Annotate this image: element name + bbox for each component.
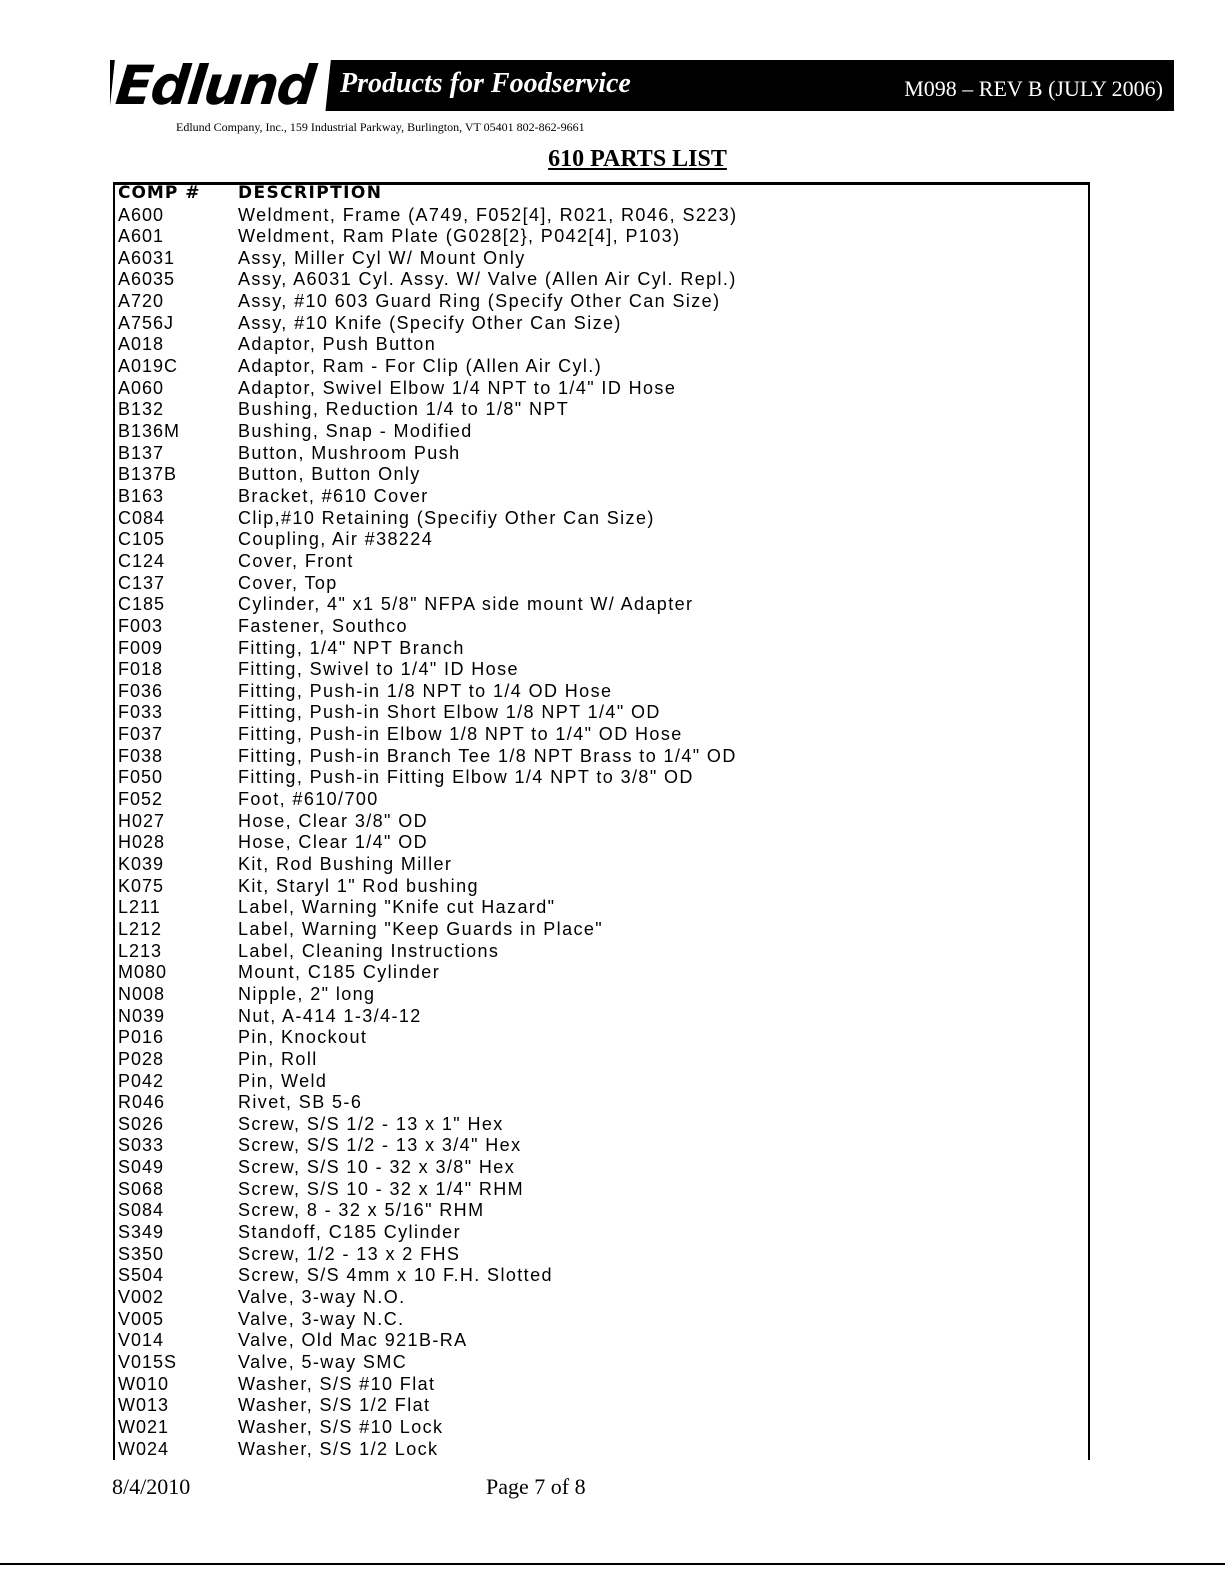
description-cell: Fitting, Swivel to 1/4" ID Hose	[238, 659, 519, 680]
description-cell: Cover, Top	[238, 572, 338, 593]
comp-number-cell: C084	[118, 507, 166, 528]
table-row	[118, 659, 1078, 681]
description-cell: Washer, S/S #10 Lock	[238, 1416, 444, 1437]
table-row	[118, 226, 1078, 248]
comp-number-cell: L211	[118, 897, 161, 918]
description-cell: Assy, #10 Knife (Specify Other Can Size)	[238, 312, 622, 333]
table-row	[118, 291, 1078, 313]
table-row	[118, 399, 1078, 421]
description-cell: Fitting, Push-in Branch Tee 1/8 NPT Brass to 1/4" OD	[238, 745, 737, 766]
description-cell: Hose, Clear 1/4" OD	[238, 832, 429, 853]
table-row	[118, 984, 1078, 1006]
table-row	[118, 443, 1078, 465]
table-row	[118, 421, 1078, 443]
comp-number-cell: V002	[118, 1287, 165, 1307]
description-cell: Screw, S/S 1/2 - 13 x 1" Hex	[238, 1113, 504, 1134]
comp-number-cell: C137	[118, 572, 166, 593]
table-row	[118, 897, 1078, 919]
table-row	[118, 1179, 1078, 1201]
comp-number-cell: F038	[118, 745, 164, 766]
comp-number-cell: N039	[118, 1005, 166, 1026]
table-row	[118, 1114, 1078, 1136]
description-cell: Mount, C185 Cylinder	[238, 962, 441, 983]
header-comp-number: COMP #	[118, 183, 201, 203]
description-cell: Assy, Miller Cyl W/ Mount Only	[238, 247, 526, 268]
description-cell: Screw, S/S 10 - 32 x 3/8" Hex	[238, 1157, 516, 1178]
comp-number-cell: F009	[118, 637, 164, 658]
comp-number-cell: F033	[118, 702, 164, 723]
description-cell: Button, Mushroom Push	[238, 442, 461, 463]
table-row	[118, 638, 1078, 660]
comp-number-cell: W013	[118, 1395, 170, 1416]
comp-number-cell: S349	[118, 1222, 165, 1243]
table-row	[118, 811, 1078, 833]
description-cell: Weldment, Ram Plate (G028[2}, P042[4], P103)	[238, 226, 681, 247]
comp-number-cell: A600	[118, 204, 165, 225]
description-cell: Adaptor, Swivel Elbow 1/4 NPT to 1/4" ID Hose	[238, 377, 677, 398]
description-cell: Standoff, C185 Cylinder	[238, 1222, 461, 1243]
comp-number-cell: V015S	[118, 1351, 178, 1372]
table-row	[118, 919, 1078, 941]
table-row	[118, 1157, 1078, 1179]
table-row	[118, 1309, 1078, 1331]
table-row	[118, 1287, 1078, 1309]
description-cell: Fitting, Push-in Short Elbow 1/8 NPT 1/4" OD	[238, 702, 661, 723]
table-row	[118, 616, 1078, 638]
comp-number-cell: F050	[118, 767, 164, 788]
table-row	[118, 508, 1078, 530]
table-row	[118, 205, 1078, 227]
table-row	[118, 551, 1078, 573]
description-cell: Screw, 8 - 32 x 5/16" RHM	[238, 1200, 485, 1221]
description-cell: Screw, 1/2 - 13 x 2 FHS	[238, 1243, 461, 1264]
comp-number-cell: A018	[118, 334, 165, 355]
comp-number-cell: A019C	[118, 356, 179, 377]
table-row	[118, 1374, 1078, 1396]
description-cell: Screw, S/S 4mm x 10 F.H. Slotted	[238, 1265, 553, 1286]
description-cell: Valve, 3-way N.O.	[238, 1287, 406, 1307]
comp-number-cell: F037	[118, 724, 164, 745]
header-description: DESCRIPTION	[238, 183, 383, 203]
comp-number-cell: L213	[118, 940, 163, 961]
table-row	[118, 941, 1078, 963]
comp-number-cell: F036	[118, 680, 164, 701]
table-row	[118, 1439, 1078, 1461]
table-row	[118, 1071, 1078, 1093]
comp-number-cell: S068	[118, 1178, 165, 1199]
comp-number-cell: S350	[118, 1243, 165, 1264]
comp-number-cell: W021	[118, 1416, 170, 1437]
comp-number-cell: F003	[118, 615, 164, 636]
table-row	[118, 1395, 1078, 1417]
table-row	[118, 464, 1078, 486]
description-cell: Kit, Staryl 1" Rod bushing	[238, 875, 479, 896]
description-cell: Pin, Roll	[238, 1048, 318, 1069]
comp-number-cell: F052	[118, 789, 164, 810]
comp-number-cell: S026	[118, 1113, 165, 1134]
table-row	[118, 1092, 1078, 1114]
table-row	[118, 1222, 1078, 1244]
page-title: 610 PARTS LIST	[548, 146, 727, 172]
description-cell: Valve, 3-way N.C.	[238, 1308, 405, 1329]
table-row	[118, 746, 1078, 768]
comp-number-cell: A6031	[118, 247, 176, 268]
description-cell: Pin, Weld	[238, 1070, 328, 1091]
comp-number-cell: A756J	[118, 312, 175, 333]
description-cell: Washer, S/S 1/2 Lock	[238, 1438, 439, 1459]
table-header-row	[118, 183, 1078, 205]
comp-number-cell: B137	[118, 442, 165, 463]
description-cell: Assy, A6031 Cyl. Assy. W/ Valve (Allen Air Cyl. Repl.)	[238, 269, 737, 290]
comp-number-cell: A060	[118, 377, 165, 398]
description-cell: Valve, Old Mac 921B-RA	[238, 1330, 468, 1351]
description-cell: Screw, S/S 1/2 - 13 x 3/4" Hex	[238, 1135, 522, 1156]
description-cell: Weldment, Frame (A749, F052[4], R021, R046, S223)	[238, 204, 738, 225]
table-row	[118, 962, 1078, 984]
comp-number-cell: C105	[118, 529, 166, 550]
table-row	[118, 1244, 1078, 1266]
description-cell: Assy, #10 603 Guard Ring (Specify Other Can Size)	[238, 291, 721, 312]
edlund-logo: Edlund	[108, 52, 331, 122]
description-cell: Rivet, SB 5-6	[238, 1092, 363, 1113]
comp-number-cell: W024	[118, 1438, 170, 1459]
description-cell: Nipple, 2" long	[238, 983, 376, 1004]
description-cell: Clip,#10 Retaining (Specifiy Other Can Size)	[238, 507, 655, 528]
table-row	[118, 1265, 1078, 1287]
comp-number-cell: S049	[118, 1157, 165, 1178]
comp-number-cell: B163	[118, 485, 165, 506]
comp-number-cell: C124	[118, 550, 166, 571]
table-row	[118, 378, 1078, 400]
table-row	[118, 356, 1078, 378]
comp-number-cell: B132	[118, 399, 165, 420]
table-row	[118, 529, 1078, 551]
comp-number-cell: M080	[118, 962, 168, 983]
description-cell: Kit, Rod Bushing Miller	[238, 854, 453, 874]
comp-number-cell: N008	[118, 983, 166, 1004]
comp-number-cell: C185	[118, 594, 166, 615]
comp-number-cell: V005	[118, 1308, 165, 1329]
table-row	[118, 1135, 1078, 1157]
description-cell: Fitting, Push-in Fitting Elbow 1/4 NPT to 3/8" OD	[238, 767, 694, 788]
description-cell: Washer, S/S 1/2 Flat	[238, 1395, 431, 1416]
comp-number-cell: B137B	[118, 464, 178, 485]
table-row	[118, 789, 1078, 811]
comp-number-cell: A601	[118, 226, 165, 247]
comp-number-cell: P028	[118, 1048, 165, 1069]
description-cell: Cylinder, 4" x1 5/8" NFPA side mount W/ Adapter	[238, 594, 694, 615]
description-cell: Washer, S/S #10 Flat	[238, 1373, 436, 1394]
company-address: Edlund Company, Inc., 159 Industrial Parkway, Burlington, VT 05401 802-862-9661	[176, 120, 585, 134]
comp-number-cell: B136M	[118, 421, 181, 441]
table-row	[118, 313, 1078, 335]
document-reference: M098 – REV B (JULY 2006)	[904, 76, 1163, 101]
comp-number-cell: A720	[118, 291, 165, 312]
comp-number-cell: K075	[118, 875, 165, 896]
description-cell: Coupling, Air #38224	[238, 529, 434, 550]
table-row	[118, 767, 1078, 789]
table-row	[118, 334, 1078, 356]
description-cell: Foot, #610/700	[238, 789, 379, 810]
description-cell: Bracket, #610 Cover	[238, 485, 429, 506]
page-bottom-rule	[0, 1563, 1225, 1565]
comp-number-cell: K039	[118, 854, 165, 874]
comp-number-cell: R046	[118, 1092, 166, 1113]
comp-number-cell: S084	[118, 1200, 165, 1221]
comp-number-cell: V014	[118, 1330, 165, 1351]
table-row	[118, 832, 1078, 854]
table-row	[118, 1200, 1078, 1222]
description-cell: Screw, S/S 10 - 32 x 1/4" RHM	[238, 1178, 525, 1199]
description-cell: Label, Warning "Knife cut Hazard"	[238, 897, 556, 918]
table-row	[118, 724, 1078, 746]
footer-page-number: Page 7 of 8	[486, 1474, 586, 1499]
description-cell: Label, Warning "Keep Guards in Place"	[238, 918, 604, 939]
comp-number-cell: P042	[118, 1070, 165, 1091]
comp-number-cell: H028	[118, 832, 166, 853]
table-row	[118, 681, 1078, 703]
description-cell: Button, Button Only	[238, 464, 421, 485]
description-cell: Fitting, Push-in 1/8 NPT to 1/4 OD Hose	[238, 680, 613, 701]
footer-date: 8/4/2010	[112, 1474, 191, 1499]
comp-number-cell: H027	[118, 810, 166, 831]
table-row	[118, 854, 1078, 876]
table-row	[118, 594, 1078, 616]
description-cell: Bushing, Snap - Modified	[238, 421, 473, 441]
table-row	[118, 573, 1078, 595]
tagline: Products for Foodservice	[340, 68, 631, 99]
table-row	[118, 876, 1078, 898]
table-row	[118, 1417, 1078, 1439]
description-cell: Bushing, Reduction 1/4 to 1/8" NPT	[238, 399, 570, 420]
table-row	[118, 1027, 1078, 1049]
table-row	[118, 248, 1078, 270]
table-row	[118, 1330, 1078, 1352]
description-cell: Adaptor, Ram - For Clip (Allen Air Cyl.)	[238, 356, 603, 377]
description-cell: Fitting, Push-in Elbow 1/8 NPT to 1/4" OD Hose	[238, 724, 683, 745]
description-cell: Valve, 5-way SMC	[238, 1351, 408, 1372]
comp-number-cell: W010	[118, 1373, 170, 1394]
comp-number-cell: L212	[118, 918, 163, 939]
table-row	[118, 486, 1078, 508]
description-cell: Fastener, Southco	[238, 615, 408, 636]
comp-number-cell: P016	[118, 1027, 165, 1048]
description-cell: Label, Cleaning Instructions	[238, 940, 500, 961]
comp-number-cell: S504	[118, 1265, 165, 1286]
description-cell: Cover, Front	[238, 550, 354, 571]
comp-number-cell: F018	[118, 659, 164, 680]
description-cell: Fitting, 1/4" NPT Branch	[238, 637, 465, 658]
table-row	[118, 1006, 1078, 1028]
description-cell: Nut, A-414 1-3/4-12	[238, 1005, 422, 1026]
description-cell: Adaptor, Push Button	[238, 334, 437, 355]
table-row	[118, 269, 1078, 291]
comp-number-cell: S033	[118, 1135, 165, 1156]
description-cell: Pin, Knockout	[238, 1027, 368, 1048]
table-row	[118, 702, 1078, 724]
comp-number-cell: A6035	[118, 269, 176, 290]
description-cell: Hose, Clear 3/8" OD	[238, 810, 429, 831]
table-row	[118, 1049, 1078, 1071]
table-row	[118, 1352, 1078, 1374]
